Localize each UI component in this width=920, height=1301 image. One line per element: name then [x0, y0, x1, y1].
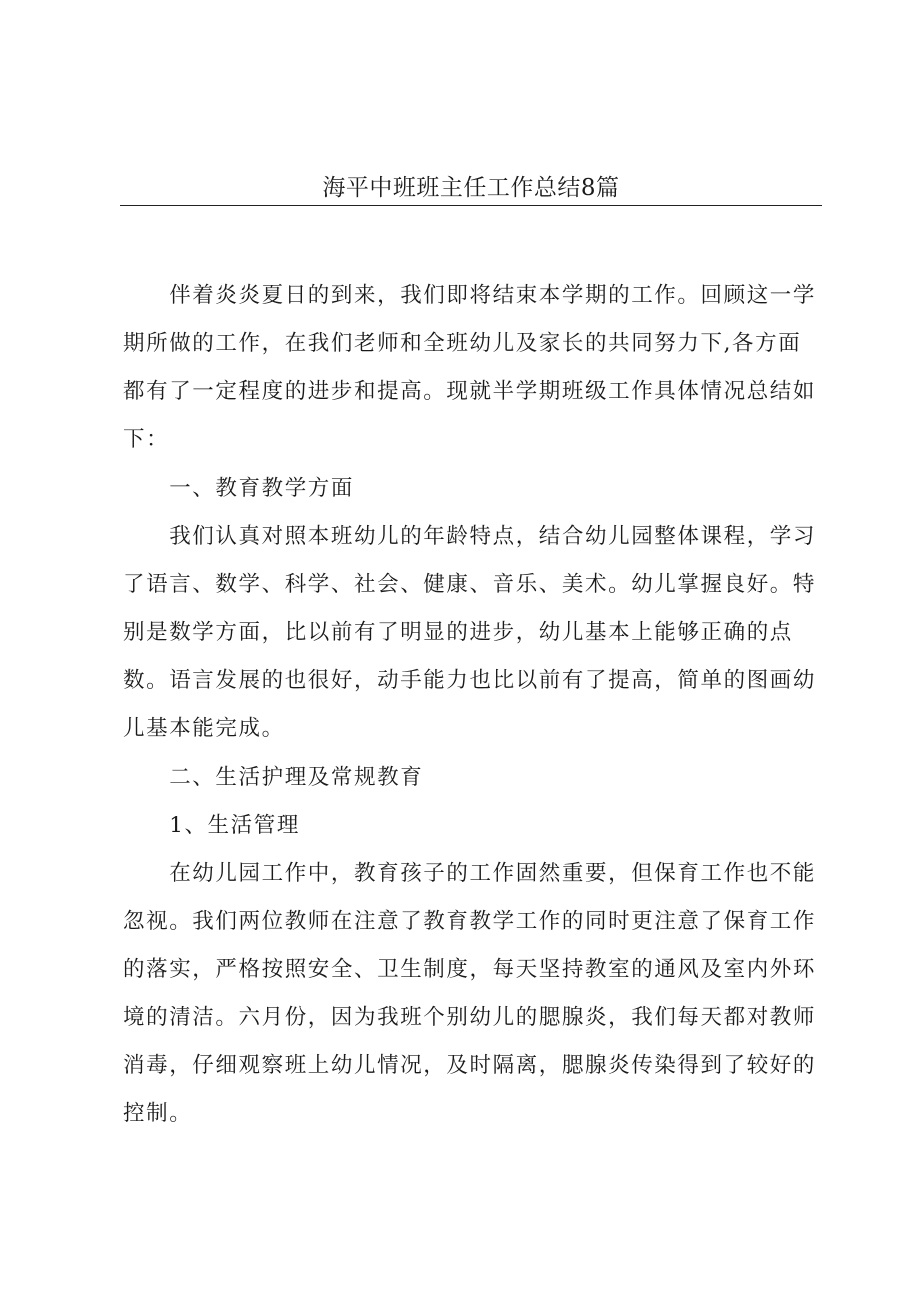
body-line: 伴着炎炎夏日的到来，我们即将结束本学期的工作。回顾这一学	[123, 283, 817, 308]
subsection-heading: 1、生活管理	[123, 813, 300, 838]
body-line: 数。语言发展的也很好，动手能力也比以前有了提高，简单的图画幼	[123, 668, 817, 693]
section-heading: 二、生活护理及常规教育	[123, 765, 424, 790]
body-line: 期所做的工作，在我们老师和全班幼儿及家长的共同努力下,各方面	[123, 331, 802, 356]
body-line: 下：	[123, 427, 170, 452]
body-line: 境的清洁。六月份，因为我班个别幼儿的腮腺炎，我们每天都对教师	[123, 1005, 817, 1030]
body-line: 控制。	[123, 1101, 193, 1126]
body-line: 都有了一定程度的进步和提高。现就半学期班级工作具体情况总结如	[123, 379, 817, 404]
title-underline	[120, 205, 822, 206]
body-line: 儿基本能完成。	[123, 716, 285, 741]
body-line: 消毒，仔细观察班上幼儿情况，及时隔离，腮腺炎传染得到了较好的	[123, 1053, 817, 1078]
body-line: 在幼儿园工作中，教育孩子的工作固然重要，但保育工作也不能	[123, 861, 817, 886]
body-line: 忽视。我们两位教师在注意了教育教学工作的同时更注意了保育工作	[123, 909, 817, 934]
body-line: 我们认真对照本班幼儿的年龄特点，结合幼儿园整体课程，学习	[123, 524, 817, 549]
section-heading: 一、教育教学方面	[123, 476, 355, 501]
body-line: 别是数学方面，比以前有了明显的进步，幼儿基本上能够正确的点	[123, 620, 793, 645]
body-line: 了语言、数学、科学、社会、健康、音乐、美术。幼儿掌握良好。特	[123, 572, 817, 597]
body-line: 的落实，严格按照安全、卫生制度，每天坚持教室的通风及室内外环	[123, 957, 817, 982]
document-title: 海平中班班主任工作总结8篇	[322, 175, 620, 201]
